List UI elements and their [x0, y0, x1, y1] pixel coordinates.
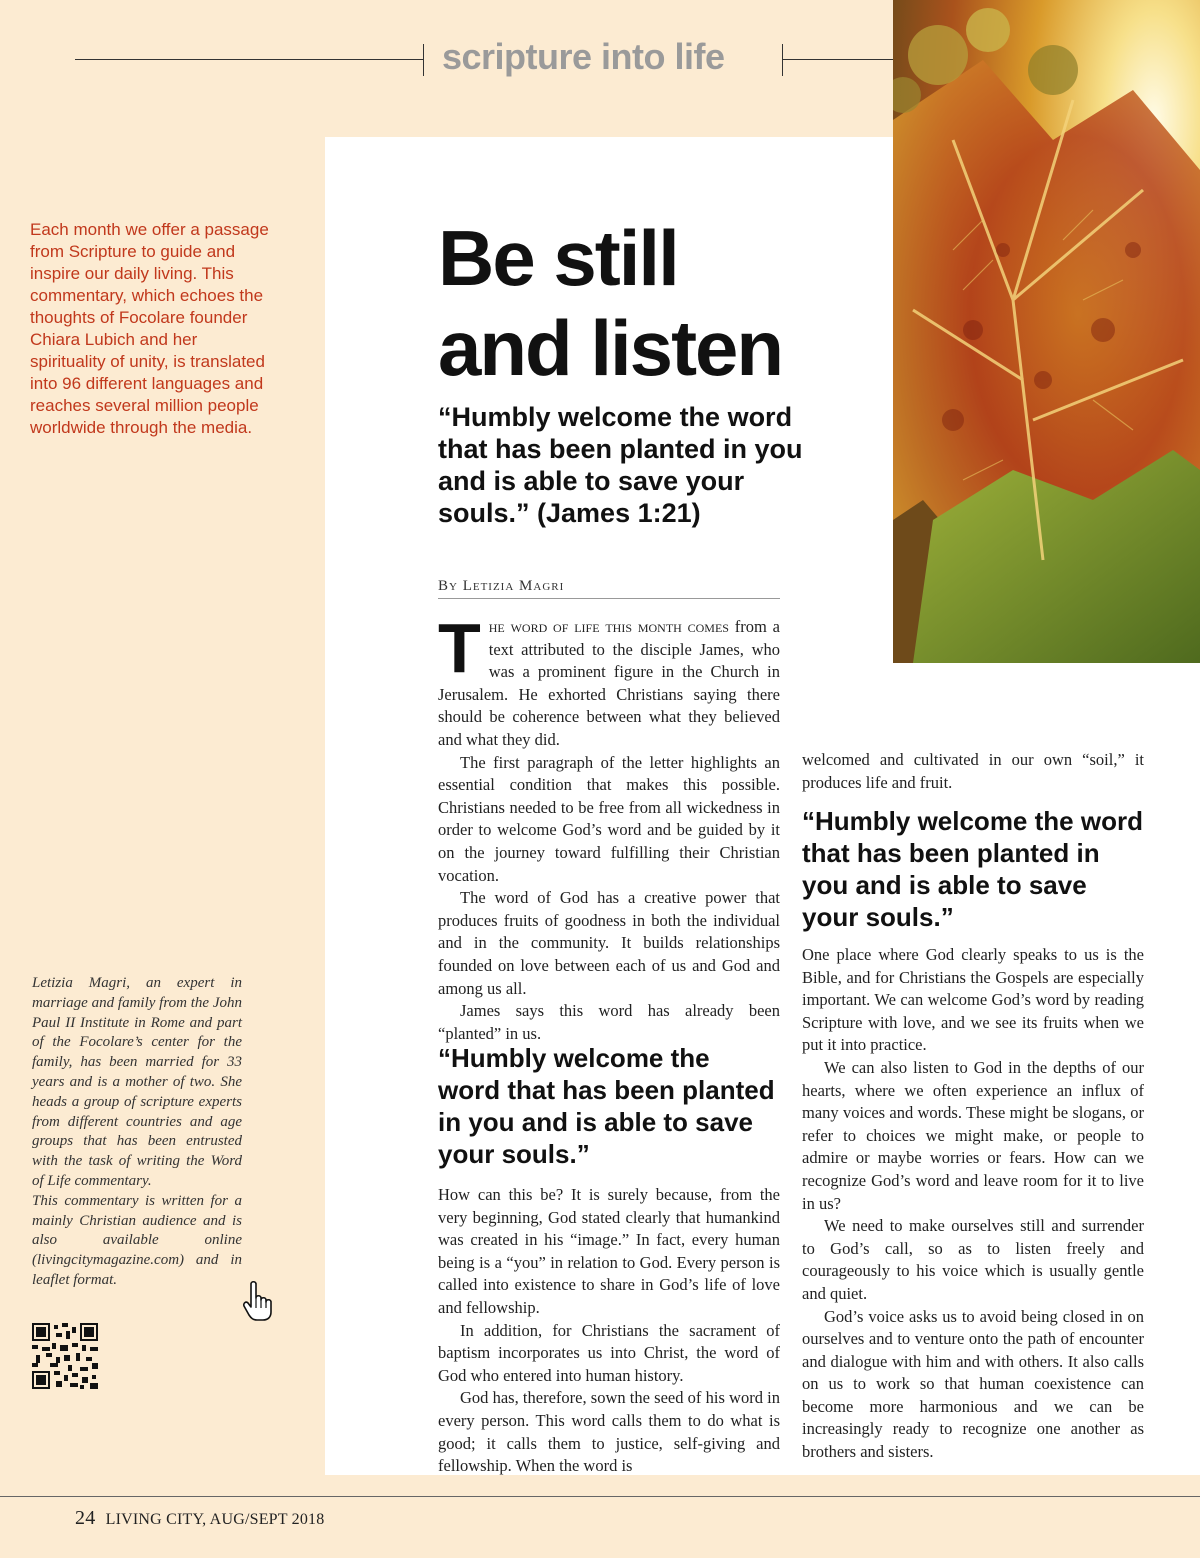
- drop-cap: T: [438, 609, 481, 687]
- author-bio: [32, 974, 242, 1291]
- paragraph: We can also listen to God in the depths of our hearts, where we often experience an influx of many voices and words. These might be slogans, or refer to choices we might make, or people to admire or maybe worries or fears. How can we recognize God’s word and leave room for it to live in us?: [802, 1057, 1144, 1213]
- intro-blurb: Each month we offer a passage from Scripture to guide and inspire our daily living. This commentary, which echoes the thoughts of Focolare founder Chiara Lubich and her spirituality of unity, is translated into 96 different languages and reaches several million people worldwide through the media.: [30, 220, 269, 437]
- section-title: scripture into life: [442, 36, 725, 77]
- paragraph: James says this word has already been “planted” in us.: [438, 1001, 780, 1043]
- bio-text: Letizia Magri, an expert in marriage and family from the John Paul II Institute in Rome and part of the Focolare’s center for the family, has been married for 33 years and is a mother of two. She heads a group of scripture experts from different countries and age groups that has been entrusted with the task of writing the Word of Life commentary.: [32, 975, 242, 1189]
- title-line-1: Be still: [438, 214, 678, 302]
- byline-text: By Letizia Magri: [438, 578, 565, 594]
- paragraph-text: from a text attributed to the disciple James, who was a prominent figure in the Church in Jerusalem. He exhorted Christians saying there should be coherence between what they believed and what they did.: [438, 617, 780, 749]
- paragraph: God has, therefore, sown the seed of his word in every person. This word calls them to do what is good; it calls them to justice, self-giving and fellowship. When the word is: [438, 1388, 780, 1476]
- page-footer: [75, 1507, 324, 1530]
- bio-text-online: This commentary is written for a mainly Christian audience and is also available online (livingcitymagazine.com) and in leaflet format.: [32, 1192, 242, 1288]
- publication-name: LIVING CITY, AUG/SEPT 2018: [105, 1511, 325, 1528]
- paragraph: How can this be? It is surely because, from the very beginning, God stated clearly that humankind was created in his “image.” In fact, every human being is a “you” in relation to God. Every person is called into existence to share in God’s life of love and fellowship.: [438, 1185, 780, 1317]
- page-number: 24: [75, 1507, 96, 1529]
- footer-rule: [0, 1496, 1200, 1497]
- article-column-2-bottom: [802, 944, 1144, 1464]
- article-column-1-bottom: [438, 1184, 780, 1478]
- paragraph: In addition, for Christians the sacrament of baptism incorporates us into Christ, the word of God who entered into human history.: [438, 1320, 780, 1385]
- paragraph: One place where God clearly speaks to us is the Bible, and for Christians the Gospels are especially important. We can welcome God’s word by reading Scripture with love, and we see its fruits when we put it into practice.: [802, 945, 1144, 1055]
- paragraph: The first paragraph of the letter highlights an essential condition that makes this possible. Christians needed to be free from all wickedness in order to welcome God’s word and be guided by it on the journey toward fulfilling their Christian vocation.: [438, 752, 780, 885]
- qr-code-icon[interactable]: [32, 1323, 98, 1394]
- article-column-1-top: [438, 609, 780, 1045]
- paragraph: welcomed and cultivated in our own “soil,” it produces life and fruit.: [802, 750, 1144, 792]
- paragraph: God’s voice asks us to avoid being closed in on ourselves and to venture onto the path of encounter and dialogue with him and with others. It also calls on us to work so that human coexistence can become more harmonious and we can be increasingly ready to recognize one another as brothers and sisters.: [802, 1306, 1144, 1462]
- header-tick-right: [782, 44, 783, 76]
- title-line-2: and listen: [438, 304, 783, 392]
- autumn-leaf-photo: [893, 0, 1200, 663]
- pull-quote: “Humbly welcome the word that has been planted in you and is able to save your souls.”: [802, 806, 1143, 932]
- scripture-quote: “Humbly welcome the word that has been planted in you and is able to save your souls.” (James 1:21): [438, 402, 803, 528]
- article-column-2-top: [802, 749, 1144, 794]
- hand-cursor-icon: [241, 1280, 275, 1327]
- article-title: [438, 213, 858, 393]
- lead-in: he word of life this month comes: [488, 617, 729, 636]
- header-rule-left: [75, 59, 423, 60]
- byline: [438, 578, 780, 599]
- paragraph: [438, 609, 780, 752]
- pull-quote: “Humbly welcome the word that has been planted in you and is able to save your souls.”: [438, 1043, 775, 1169]
- paragraph: We need to make ourselves still and surrender to God’s call, so as to listen freely and courageously to his voice which is usually gentle and quiet.: [802, 1216, 1144, 1303]
- header-rule-right: [782, 59, 894, 60]
- paragraph: The word of God has a creative power that produces fruits of goodness in both the individual and in the community. It builds relationships founded on love between each of us and God and among us all.: [438, 888, 780, 998]
- header-tick-left: [423, 44, 424, 76]
